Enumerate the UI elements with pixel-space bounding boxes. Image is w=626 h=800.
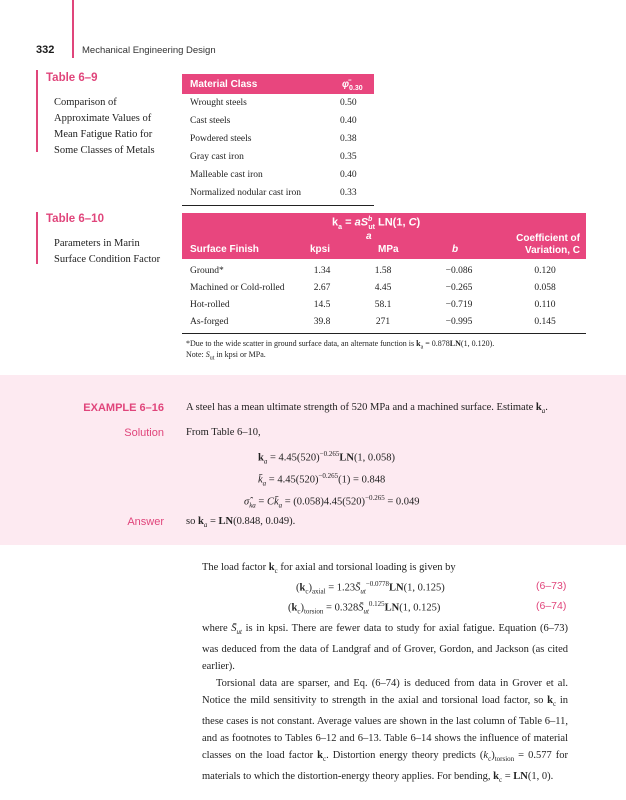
- table-cell: 1.58: [374, 266, 392, 276]
- table-cell: −0.719: [445, 300, 473, 310]
- example-problem: A steel has a mean ultimate strength of 520 MPa and a machined surface. Estimate $k_a$.: [186, 402, 548, 416]
- solution-intro: From Table 6–10,: [186, 427, 261, 438]
- table-row: Ground*: [190, 266, 224, 276]
- example-eq1: $k_a = 4.45(520)^{-0.265}LN(1$, 0.058): [258, 450, 396, 466]
- cov-line: Variation, C: [524, 245, 580, 256]
- example-eq3: $\sigmâ_{ka}$ = $Ck̄_a = (0.058)4.45(520)^{-0.265} = 0.049$: [244, 494, 420, 510]
- a-header: a: [366, 231, 372, 242]
- caption-line: Approximate Values of: [54, 113, 152, 124]
- table69-header: [182, 74, 374, 94]
- table69-side-rule: [36, 70, 38, 152]
- eq-6-74: $(k_c)_{torsion}$ = $0.328S̄_{ut}^{0.125}LN(1$, 0.125): [288, 600, 441, 616]
- solution-label: Solution: [124, 427, 164, 439]
- example-eq2: $k̄_a = 4.45(520)^{-0.265}(1) = 0.848$: [258, 472, 386, 488]
- table610-label: Table 6–10: [46, 213, 104, 225]
- table-cell: −0.265: [445, 283, 473, 293]
- table-cell: 0.40: [340, 170, 357, 180]
- table610-bottom-rule: [182, 333, 586, 334]
- table-row: Hot-rolled: [190, 300, 230, 310]
- col-mpa-header: MPa: [378, 244, 399, 255]
- example-answer: so $k_a = LN(0.848$, 0.049).: [186, 516, 296, 530]
- caption-line: Parameters in Marin: [54, 238, 140, 249]
- caption-line: Some Classes of Metals: [54, 145, 155, 156]
- col-b-header: b: [452, 244, 459, 255]
- table-cell: 0.33: [340, 188, 357, 198]
- col-material-header: Material Class: [190, 79, 258, 90]
- table-cell: 1.34: [313, 266, 331, 276]
- table-row: Normalized nodular cast iron: [190, 188, 302, 198]
- running-head: Mechanical Engineering Design: [82, 45, 216, 56]
- table-cell: 0.38: [340, 134, 357, 144]
- table-cell: 0.120: [534, 266, 556, 276]
- table-cell: 0.058: [534, 283, 556, 293]
- col-kpsi-header: kpsi: [310, 244, 331, 255]
- table-cell: 2.67: [313, 283, 331, 293]
- col-cov-header: [516, 233, 580, 257]
- table610-header: [182, 213, 586, 259]
- table-cell: −0.086: [445, 266, 473, 276]
- body-intro: The load factor $k_c$ for axial and torsional loading is given by: [202, 562, 456, 576]
- eq-6-73-number: (6–73): [536, 580, 567, 592]
- table-cell: 58.1: [374, 300, 392, 310]
- table610-side-rule: [36, 212, 38, 264]
- table-row: As-forged: [190, 317, 229, 327]
- table-cell: 0.40: [340, 116, 357, 126]
- table-row: Wrought steels: [190, 98, 247, 108]
- table-cell: 14.5: [313, 300, 331, 310]
- table-cell: 271: [375, 317, 391, 327]
- table69-label: Table 6–9: [46, 72, 98, 84]
- span-header: $k_a = aS^b_{ut}$ LN(1, C): [332, 216, 421, 231]
- table-cell: 0.50: [340, 98, 357, 108]
- table-cell: 0.35: [340, 152, 357, 162]
- example-label: EXAMPLE 6–16: [83, 402, 164, 414]
- page-edge-rule: [72, 0, 74, 58]
- eq-6-74-number: (6–74): [536, 600, 567, 612]
- table-row: Malleable cast iron: [190, 170, 263, 180]
- caption-line: Mean Fatigue Ratio for: [54, 129, 153, 140]
- body-paragraphs: [202, 620, 568, 789]
- table-row: Powdered steels: [190, 134, 252, 144]
- paragraph-1: where $S̄_{ut}$ is in kpsi. There are fewer data to study for axial fatigue. Equation (6–73) was deduced from the data of Landgraf and of Grover, Gordon, and Jackson (as cited earlier).: [202, 623, 568, 673]
- caption-line: Surface Condition Factor: [54, 254, 161, 265]
- table610-caption: [54, 236, 184, 268]
- answer-label: Answer: [127, 516, 164, 528]
- page-number: 332: [36, 44, 55, 56]
- table-row: Cast steels: [190, 116, 231, 126]
- col-ratio-header: $\varphī_{0.30}$: [342, 79, 363, 92]
- table610-note: Note: $S_{ut}$ in kpsi or MPa.: [186, 350, 266, 362]
- table-cell: 0.145: [534, 317, 556, 327]
- table-cell: −0.995: [445, 317, 473, 327]
- col-surface-header: Surface Finish: [190, 244, 259, 255]
- table-row: Machined or Cold-rolled: [190, 283, 285, 293]
- table-cell: 0.110: [534, 300, 556, 310]
- table-row: Gray cast iron: [190, 152, 244, 162]
- table610-footnote: *Due to the wide scatter in ground surface data, an alternate function is $k_a = 0.878LN(1$, 0.120).: [186, 339, 495, 351]
- paragraph-2: Torsional data are sparser, and Eq. (6–74) is deduced from data in Grover et al. Notice the mild sensitivity to strength in the axial and torsional load factor, so $k_c$ in these cases is not constant. Average values are shown in the last column of Table 6–11, and as footnotes to Tables 6–12 and 6–13. Table 6–14 shows the influence of material classes on the load factor $k_c$. Distortion energy theory predicts $(k_c)_{torsion} = 0.577$ for materials to which the distortion-energy theory applies. For bending, $k_c = LN(1$, 0).: [202, 678, 569, 785]
- table69-bottom-rule: [182, 205, 374, 206]
- cov-line: Coefficient of: [516, 233, 580, 244]
- caption-line: Comparison of: [54, 97, 117, 108]
- table69-caption: [54, 95, 174, 159]
- eq-6-73: $(k_c)_{axial}$ = $1.23S̄_{ut}^{-0.0778}LN(1$, 0.125): [296, 580, 445, 596]
- table-cell: 4.45: [374, 283, 392, 293]
- table-cell: 39.8: [313, 317, 331, 327]
